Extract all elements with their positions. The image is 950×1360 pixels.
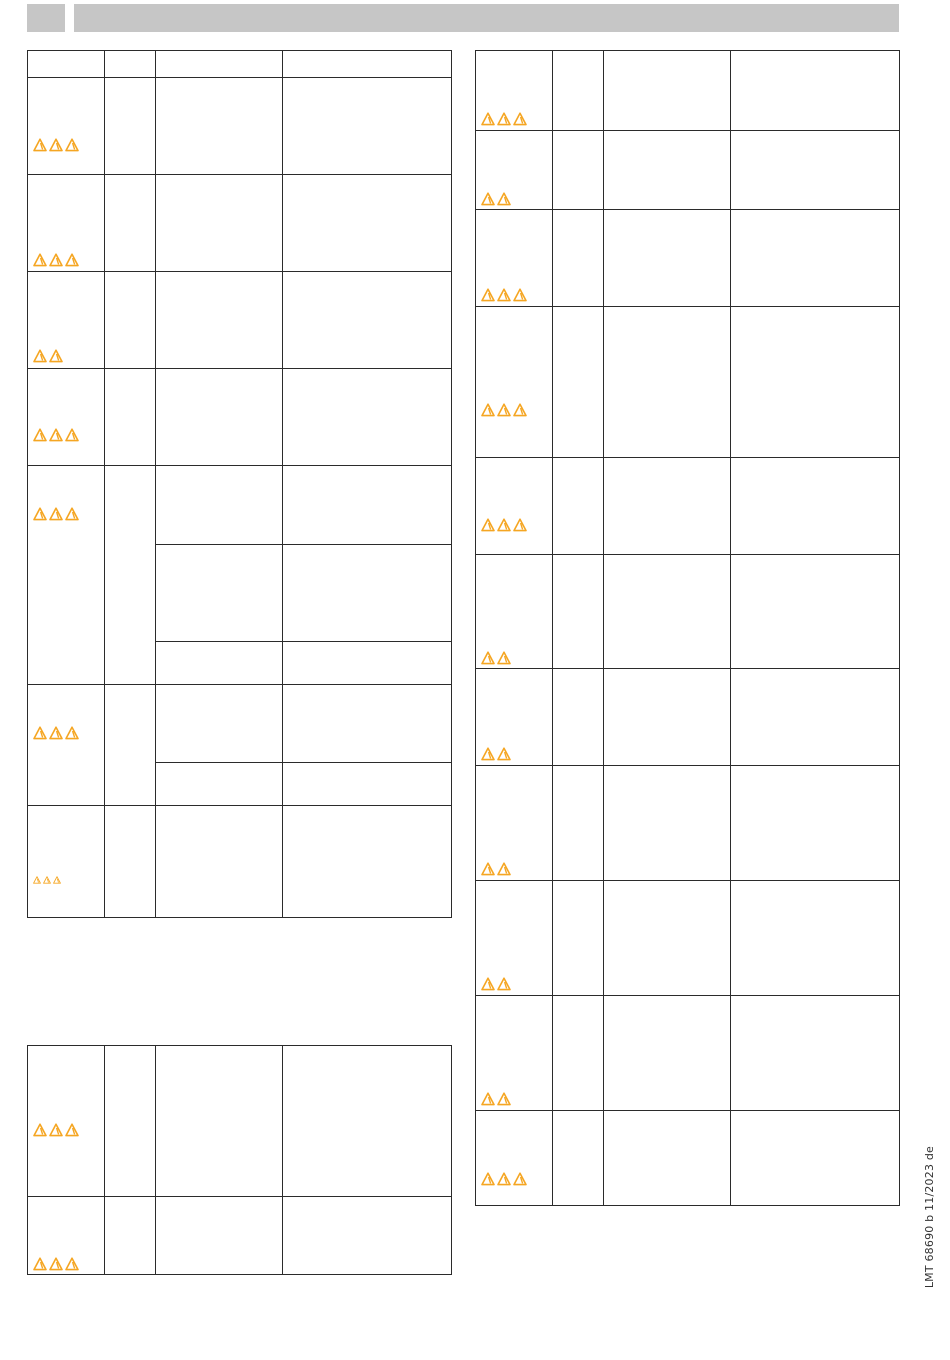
header-page-box [27, 4, 65, 32]
warning-triangle-icon [49, 726, 63, 740]
warning-icon-group [481, 747, 511, 761]
warning-icon-group [481, 518, 527, 532]
warning-triangle-icon [497, 403, 511, 417]
warning-icon-group [481, 192, 511, 206]
warning-triangle-icon [481, 651, 495, 665]
table-row [476, 209, 899, 306]
warning-triangle-icon [65, 726, 79, 740]
table-row [28, 1046, 451, 1196]
warning-icon-group [481, 862, 511, 876]
table-row [28, 465, 451, 684]
warning-triangle-icon [49, 1123, 63, 1137]
warning-triangle-icon [481, 112, 495, 126]
warning-triangle-icon [481, 977, 495, 991]
warning-triangle-icon [65, 507, 79, 521]
warning-triangle-icon [33, 1123, 47, 1137]
warning-triangle-icon [33, 253, 47, 267]
warning-triangle-icon [481, 1172, 495, 1186]
table-row [28, 271, 451, 368]
warning-triangle-icon [481, 1092, 495, 1106]
warning-triangle-icon [49, 349, 63, 363]
warning-icon-group [33, 1123, 79, 1137]
warning-icon-group [481, 112, 527, 126]
warning-icon-group [481, 403, 527, 417]
warning-triangle-icon [513, 288, 527, 302]
table-row [28, 1196, 451, 1275]
warning-triangle-icon [497, 112, 511, 126]
warning-triangle-icon [65, 1123, 79, 1137]
warning-triangle-icon [497, 1092, 511, 1106]
warning-triangle-icon [481, 862, 495, 876]
table-left-bottom [27, 1045, 452, 1275]
warning-icon-group [481, 977, 511, 991]
warning-triangle-icon [513, 1172, 527, 1186]
warning-icon-group [481, 1172, 527, 1186]
warning-triangle-icon [65, 428, 79, 442]
warning-icon-group [33, 1257, 79, 1271]
warning-triangle-icon [49, 253, 63, 267]
warning-triangle-icon [497, 288, 511, 302]
warning-triangle-icon [481, 288, 495, 302]
warning-triangle-icon [481, 518, 495, 532]
warning-triangle-icon [513, 112, 527, 126]
warning-icon-group [33, 138, 79, 152]
warning-triangle-icon [65, 138, 79, 152]
warning-triangle-icon [497, 747, 511, 761]
header-title-bar [74, 4, 899, 32]
table-row [476, 765, 899, 880]
warning-icon-group [481, 1092, 511, 1106]
warning-triangle-icon [497, 192, 511, 206]
table-row [476, 130, 899, 209]
sub-row-divider [155, 641, 451, 642]
warning-triangle-icon [33, 1257, 47, 1271]
warning-triangle-icon [43, 876, 51, 884]
warning-triangle-icon [33, 876, 41, 884]
warning-icon-group [481, 651, 511, 665]
warning-triangle-icon [481, 192, 495, 206]
table-row [28, 684, 451, 805]
table-row [28, 77, 451, 174]
warning-icon-group [33, 507, 79, 521]
table-right [475, 50, 900, 1206]
table-row [28, 368, 451, 465]
warning-triangle-icon [497, 651, 511, 665]
warning-icon-group [481, 288, 527, 302]
warning-icon-group [33, 253, 79, 267]
warning-triangle-icon [513, 403, 527, 417]
warning-icon-group [33, 349, 63, 363]
table-row [476, 457, 899, 554]
warning-icon-group [33, 876, 61, 884]
table-row [476, 995, 899, 1110]
warning-triangle-icon [497, 1172, 511, 1186]
table-row [476, 1110, 899, 1206]
table-row [476, 668, 899, 765]
table-left-top [27, 50, 452, 918]
warning-triangle-icon [49, 428, 63, 442]
warning-triangle-icon [53, 876, 61, 884]
warning-triangle-icon [33, 726, 47, 740]
warning-triangle-icon [33, 428, 47, 442]
table-row [476, 880, 899, 995]
document-code: LMT 68690 b 11/2023 de [923, 1145, 936, 1288]
table-row [28, 174, 451, 271]
sub-row-divider [155, 544, 451, 545]
warning-triangle-icon [497, 518, 511, 532]
warning-triangle-icon [49, 1257, 63, 1271]
sub-row-divider [155, 762, 451, 763]
warning-triangle-icon [33, 507, 47, 521]
warning-icon-group [33, 726, 79, 740]
table-row [476, 306, 899, 457]
warning-triangle-icon [481, 403, 495, 417]
warning-triangle-icon [481, 747, 495, 761]
table-row [28, 805, 451, 918]
warning-triangle-icon [513, 518, 527, 532]
warning-triangle-icon [33, 138, 47, 152]
table-row [476, 51, 899, 130]
warning-triangle-icon [65, 253, 79, 267]
warning-triangle-icon [49, 507, 63, 521]
warning-triangle-icon [497, 977, 511, 991]
warning-icon-group [33, 428, 79, 442]
table-row [476, 554, 899, 668]
warning-triangle-icon [65, 1257, 79, 1271]
table-header-row [28, 51, 451, 77]
warning-triangle-icon [49, 138, 63, 152]
warning-triangle-icon [497, 862, 511, 876]
warning-triangle-icon [33, 349, 47, 363]
